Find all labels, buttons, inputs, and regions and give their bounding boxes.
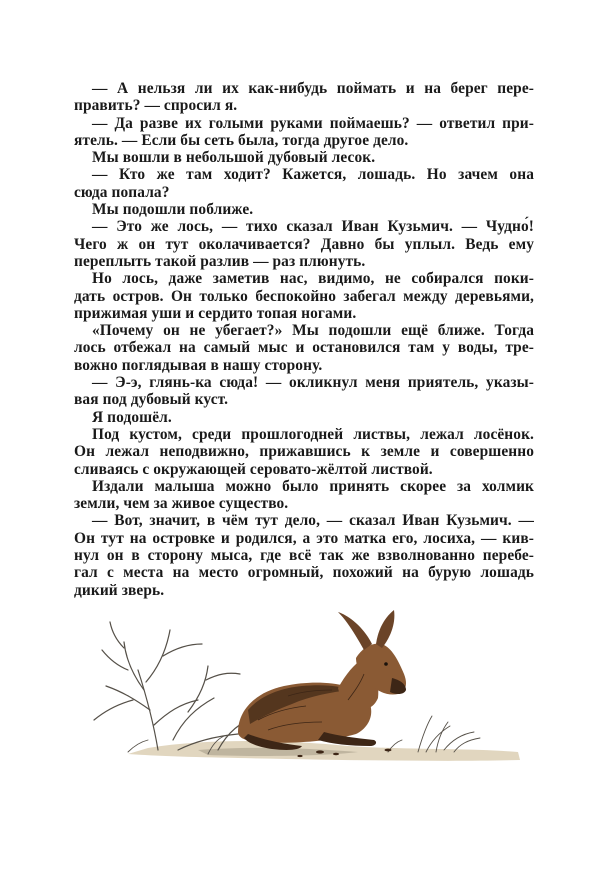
text-line: Но лось, даже заметив нас, видимо, не собирался поки-	[92, 270, 534, 288]
text-line: Под кустом, среди прошлогодней листвы, лежал лосёнок.	[92, 425, 534, 443]
text-line: сливаясь с окружающей серовато-жёлтой листвой.	[74, 460, 433, 478]
text-line: дать остров. Он только беспокойно забегал между деревьями,	[74, 287, 534, 305]
text-line: — Это же лось, — тихо сказал Иван Кузьмич. — Чудно́!	[92, 218, 534, 236]
text-line: Мы подошли поближе.	[92, 201, 254, 219]
text-line: вожно поглядывая в нашу сторону.	[74, 356, 323, 374]
text-line: — Кто же там ходит? Кажется, лошадь. Но зачем она	[92, 166, 534, 184]
text-line: Он тут на островке и родился, а это матка его, лосиха, — кив-	[74, 529, 534, 547]
text-line: земли, чем за живое существо.	[74, 495, 289, 513]
text-line: вая под дубовый куст.	[74, 391, 229, 409]
text-line: сюда попала?	[74, 183, 170, 201]
text-line: — Да разве их голыми руками поймаешь? — ответил при-	[92, 114, 534, 132]
text-line: править? — спросил я.	[74, 97, 238, 115]
text-line: Он лежал неподвижно, прижавшись к земле и совершенно	[74, 443, 534, 461]
text-block	[74, 80, 534, 599]
text-line: — А нельзя ли их как-нибудь поймать и на берег пере-	[92, 80, 534, 97]
text-line: дикий зверь.	[74, 581, 165, 599]
text-line: Я подошёл.	[92, 408, 172, 426]
text-line: — Э-э, глянь-ка сюда! — окликнул меня приятель, указы-	[92, 374, 534, 392]
text-line: «Почему он не убегает?» Мы подошли ещё ближе. Тогда	[92, 322, 534, 340]
bush-branches	[94, 622, 258, 750]
text-line: — Вот, значит, в чём тут дело, — сказал Иван Кузьмич. —	[92, 512, 534, 530]
text-line: прижимая уши и сердито топая ногами.	[74, 304, 357, 322]
text-line: лось отбежал на самый мыс и остановился там у воды, тре-	[74, 339, 534, 357]
calf-eye	[384, 662, 388, 666]
text-line: гал с места на место огромный, похожий на бурую лошадь	[74, 564, 534, 582]
calf-ear-left	[338, 612, 372, 650]
text-line: переплыть такой разлив — раз плюнуть.	[74, 252, 366, 270]
calf-ear-right	[376, 610, 394, 648]
text-line: Издали малыша можно было принять скорее за холмик	[92, 477, 534, 495]
moose-calf-illustration	[88, 600, 528, 770]
text-line: нул он в сторону мыса, где всё так же взволнованно перебе-	[74, 547, 534, 565]
text-line: ятель. — Если бы сеть была, тогда другое дело.	[74, 131, 409, 149]
text-line: Мы вошли в небольшой дубовый лесок.	[92, 149, 376, 167]
text-line: Чего ж он тут околачивается? Давно бы уплыл. Ведь ему	[74, 235, 534, 253]
